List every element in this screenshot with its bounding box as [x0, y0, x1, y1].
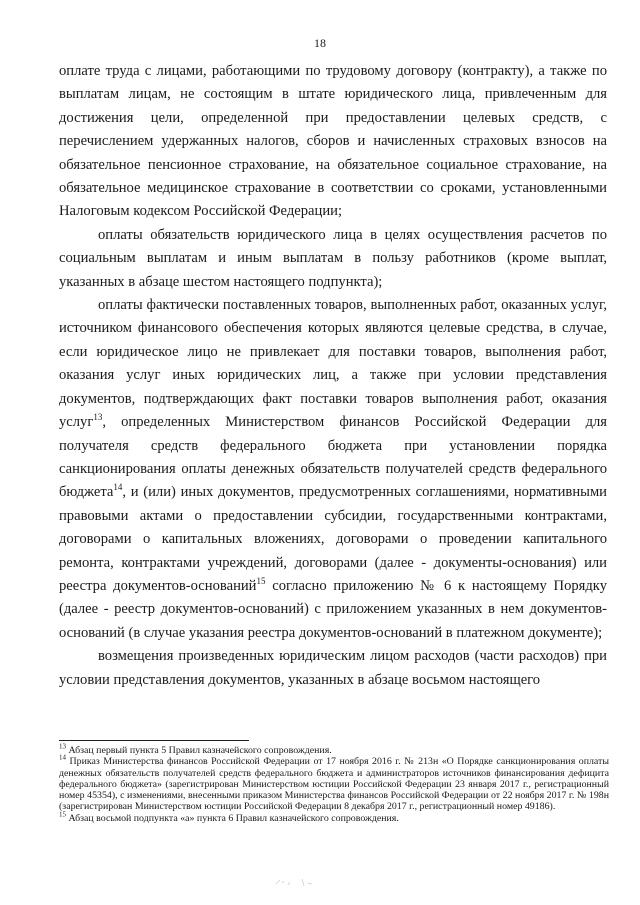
footnote-number: 13: [59, 742, 66, 751]
footnote-text: Абзац первый пункта 5 Правил казначейского сопровождения.: [68, 745, 332, 756]
paragraph-text: возмещения произведенных юридическим лицом расходов (части расходов) при условии представления документов, указанных в абзаце восьмом настоящего: [59, 648, 607, 688]
paragraph-1: [59, 60, 607, 224]
footnote-text: Приказ Министерства финансов Российской Федерации от 17 ноября 2016 г. № 213н «О Порядке санкционирования оплаты денежных обязательств получателей средств федерального бюджета и администраторов источников финансирования дефицита федерального бюджета» (зарегистрирован Министерством юстиции Российской Федерации 23 января 2017 г., регистрационный номер 45354), с изменениями, внесенными приказом Министерства финансов Российской Федерации от 22 ноября 2017 г. № 198н (зарегистрирован Министерством юстиции Российской Федерации 8 декабря 2017 г., регистрационный номер 49186).: [59, 756, 609, 813]
paragraph-text: , и (или) иных документов, предусмотренных соглашениями, нормативными правовыми актами о предоставлении субсидии, государственными контрактами, договорами о капитальных вложениях, договорами о проведении капитального ремонта, контрактами учреждений, договорами (далее - документы-основания) или реестра документов-оснований: [59, 484, 607, 594]
paragraph-text: оплаты фактически поставленных товаров, выполненных работ, оказанных услуг, источником финансового обеспечения которых являются целевые средства, в случае, если юридическое лицо не привлекает для поставки товаров, выполнения работ, оказания услуг иных юридических лиц, а также при условии представления документов, подтверждающих факт поставки товаров выполнения работ, оказания услуг: [59, 297, 607, 431]
footnote-number: 15: [59, 810, 66, 819]
footnote-15: [59, 810, 609, 824]
footnote-reference: 14: [113, 482, 123, 493]
paragraph-text: оплате труда с лицами, работающими по трудовому договору (контракту), а также по выплатам лицам, не состоящим в штате юридического лица, привлеченным для достижения цели, определенной при предоставлении целевых средств, с перечислением удержанных налогов, сборов и начисленных страховых взносов на обязательное пенсионное страхование, на обязательное социальное страхование, на обязательное медицинское страхование в соответствии со сроками, установленными Налоговым кодексом Российской Федерации;: [59, 63, 607, 220]
paragraph-3: [59, 294, 607, 645]
footnote-reference: 13: [93, 412, 103, 423]
page-number: 18: [314, 36, 326, 50]
paragraph-4: [59, 645, 607, 692]
footnote-separator: [59, 740, 249, 741]
footnotes: [59, 742, 609, 824]
footnote-text: Абзац восьмой подпункта «а» пункта 6 Правил казначейского сопровождения.: [68, 812, 399, 824]
footnote-number: 14: [59, 754, 66, 762]
footnote-13: [59, 742, 609, 756]
paragraph-2: [59, 224, 607, 294]
footnote-14: [59, 756, 609, 812]
scan-artifact-mark: [272, 874, 318, 890]
paragraph-text: , определенных Министерством финансов Российской Федерации для получателя средств федерального бюджета при установлении порядка санкционирования оплаты денежных обязательств получателей средств федерального бюджета: [59, 414, 607, 501]
paragraph-text: согласно приложению № 6 к настоящему Порядку (далее - реестр документов-оснований) с приложением указанных в нем документов-оснований (в случае указания реестра документов-оснований в платежном документе);: [59, 577, 607, 641]
body-text: [59, 60, 607, 692]
paragraph-text: оплаты обязательств юридического лица в целях осуществления расчетов по социальным выплатам и иным выплатам в пользу работников (кроме выплат, указанных в абзаце шестом настоящего подпункта);: [59, 226, 607, 290]
footnote-reference: 15: [256, 576, 266, 587]
